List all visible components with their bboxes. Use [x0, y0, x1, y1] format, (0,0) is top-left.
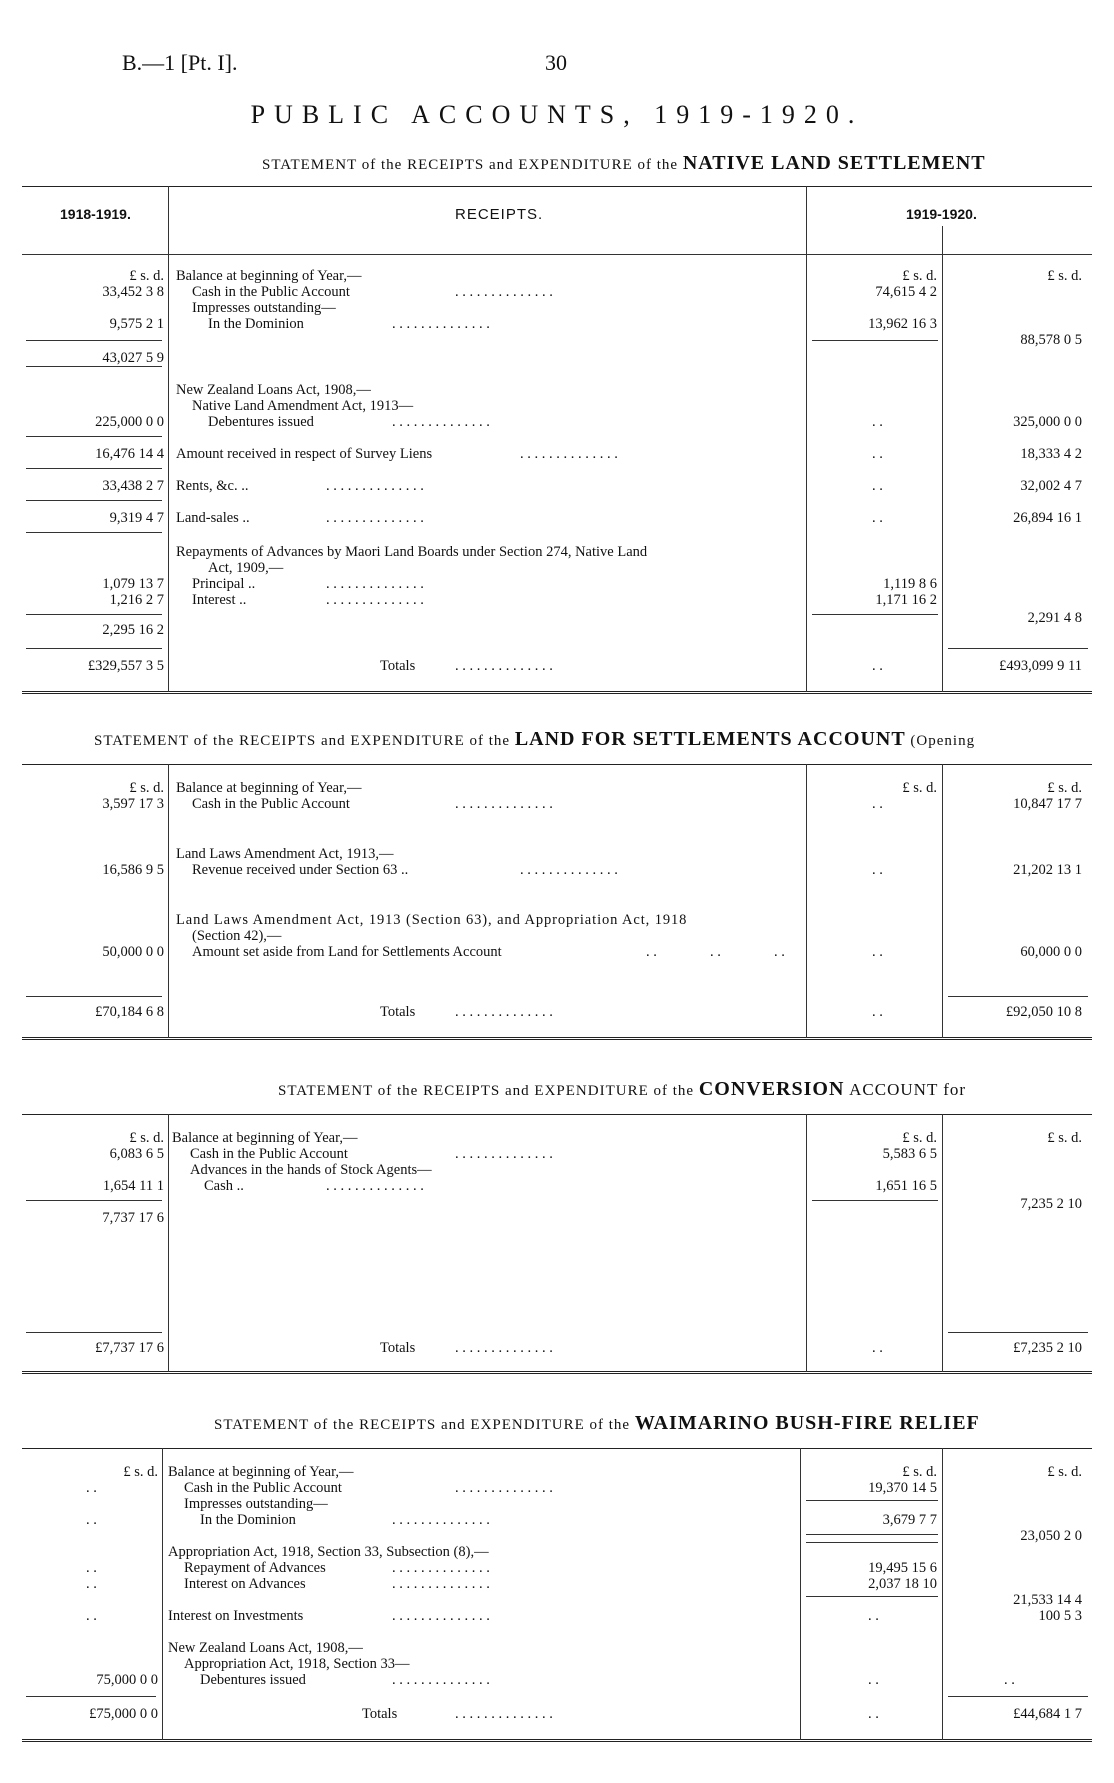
lsd-label: £ s. d. [902, 268, 937, 284]
leader-dots: . . [86, 1576, 97, 1592]
page-title: PUBLIC ACCOUNTS, 1919-1920. [250, 100, 864, 129]
value-cell: 26,894 16 1 [1013, 510, 1082, 526]
divider [942, 764, 943, 1038]
statement-4-heading-text: STATEMENT of the RECEIPTS and EXPENDITURE of the [214, 1417, 631, 1433]
row-label: Debentures issued [200, 1672, 306, 1688]
row-label: Amount received in respect of Survey Liens [176, 446, 433, 462]
col-head-prev: 1918-1919. [60, 206, 131, 222]
leader-dots: . . . . . . . . . . . . . . [455, 658, 553, 674]
row-label: Appropriation Act, 1918, Section 33, Subsection (8),— [168, 1544, 489, 1560]
divider [22, 254, 1092, 255]
leader-dots: . . [86, 1560, 97, 1576]
divider [26, 366, 162, 367]
divider [26, 996, 162, 997]
divider [26, 614, 162, 615]
value-cell: 325,000 0 0 [1013, 414, 1082, 430]
row-label: Impresses outstanding— [192, 300, 336, 316]
divider [942, 226, 943, 692]
leader-dots: . . . . . . . . . . . . . . [326, 510, 424, 526]
value-cell: 74,615 4 2 [875, 284, 937, 300]
row-label: In the Dominion [208, 316, 304, 332]
divider [168, 1114, 169, 1372]
leader-dots: . . [774, 944, 785, 960]
statement-3-heading-bold: CONVERSION [698, 1078, 845, 1100]
lsd-label: £ s. d. [123, 1464, 158, 1480]
leader-dots: . . . . . . . . . . . . . . [455, 1340, 553, 1356]
divider [806, 764, 807, 1038]
leader-dots: . . . . . . . . . . . . . . [326, 1178, 424, 1194]
divider [26, 1332, 162, 1333]
subtotal-cell: 2,291 4 8 [1027, 610, 1082, 626]
value-cell: 33,452 3 8 [102, 284, 164, 300]
total-cell: £75,000 0 0 [89, 1706, 158, 1722]
leader-dots: . . [872, 1340, 883, 1356]
leader-dots: . . [872, 796, 883, 812]
divider [26, 1200, 162, 1201]
row-label: Act, 1909,— [208, 560, 284, 576]
value-cell: 100 5 3 [1038, 1608, 1082, 1624]
value-cell: 19,370 14 5 [868, 1480, 937, 1496]
subtotal-cell: 21,533 14 4 [1013, 1592, 1082, 1608]
statement-3-heading [278, 1078, 966, 1101]
leader-dots: . . [872, 658, 883, 674]
leader-dots: . . . . . . . . . . . . . . [326, 576, 424, 592]
value-cell: 50,000 0 0 [102, 944, 164, 960]
row-label: Repayment of Advances [184, 1560, 326, 1576]
leader-dots: . . . . . . . . . . . . . . [392, 1576, 490, 1592]
row-label: Balance at beginning of Year,— [176, 780, 362, 796]
row-label: Amount set aside from Land for Settlements Account [192, 944, 502, 960]
value-cell: 21,202 13 1 [1013, 862, 1082, 878]
divider [806, 186, 807, 692]
leader-dots: . . [872, 944, 883, 960]
leader-dots: . . [86, 1608, 97, 1624]
divider [800, 1448, 801, 1740]
leader-dots: . . [710, 944, 721, 960]
divider [806, 1542, 938, 1543]
value-cell: 32,002 4 7 [1020, 478, 1082, 494]
leader-dots: . . . . . . . . . . . . . . [392, 1672, 490, 1688]
leader-dots: . . [872, 478, 883, 494]
value-cell: 3,679 7 7 [882, 1512, 937, 1528]
row-label: Impresses outstanding— [184, 1496, 328, 1512]
lsd-label: £ s. d. [1047, 1464, 1082, 1480]
value-cell: 10,847 17 7 [1013, 796, 1082, 812]
leader-dots: . . . . . . . . . . . . . . [392, 316, 490, 332]
leader-dots: . . . . . . . . . . . . . . [520, 862, 618, 878]
value-cell: 2,037 18 10 [868, 1576, 937, 1592]
statement-1-heading [262, 152, 986, 175]
row-label: Principal .. [192, 576, 256, 592]
leader-dots: . . . . . . . . . . . . . . [455, 1146, 553, 1162]
divider [812, 340, 938, 341]
row-label: Cash in the Public Account [192, 284, 350, 300]
total-cell: £92,050 10 8 [1005, 1004, 1082, 1020]
value-cell: 225,000 0 0 [95, 414, 164, 430]
row-label: Land Laws Amendment Act, 1913,— [176, 846, 394, 862]
divider [26, 340, 162, 341]
divider [168, 764, 169, 1038]
lsd-label: £ s. d. [129, 268, 164, 284]
row-label: Cash .. [204, 1178, 244, 1194]
row-label: Balance at beginning of Year,— [168, 1464, 354, 1480]
value-cell: 75,000 0 0 [96, 1672, 158, 1688]
lsd-label: £ s. d. [1047, 268, 1082, 284]
leader-dots: . . . . . . . . . . . . . . [326, 592, 424, 608]
row-label: Interest .. [192, 592, 247, 608]
statement-2-heading [94, 728, 975, 751]
row-label: Land Laws Amendment Act, 1913 (Section 63), and Appropriation Act, 1918 [176, 912, 688, 928]
leader-dots: . . [86, 1512, 97, 1528]
total-cell: £70,184 6 8 [95, 1004, 164, 1020]
statement-2-heading-bold: LAND FOR SETTLEMENTS ACCOUNT [514, 728, 906, 750]
leader-dots: . . . . . . . . . . . . . . [392, 1512, 490, 1528]
totals-label: Totals [380, 1340, 416, 1356]
statement-1-table [22, 186, 1092, 694]
leader-dots: . . [86, 1480, 97, 1496]
col-head-receipts: RECEIPTS. [455, 206, 544, 223]
divider [26, 1696, 156, 1697]
row-label: Cash in the Public Account [184, 1480, 342, 1496]
divider [162, 1448, 163, 1740]
divider [942, 1448, 943, 1740]
divider [26, 532, 162, 533]
value-cell: 60,000 0 0 [1020, 944, 1082, 960]
statement-1-heading-bold: NATIVE LAND SETTLEMENT [682, 152, 986, 174]
lsd-label: £ s. d. [902, 1464, 937, 1480]
value-cell: 16,586 9 5 [102, 862, 164, 878]
subtotal-cell: 43,027 5 9 [102, 350, 164, 366]
totals-label: Totals [362, 1706, 398, 1722]
row-label: Repayments of Advances by Maori Land Boards under Section 274, Native Land [176, 544, 648, 560]
divider [948, 1332, 1088, 1333]
value-cell: 18,333 4 2 [1020, 446, 1082, 462]
row-label: Interest on Investments [168, 1608, 304, 1624]
divider [26, 468, 162, 469]
divider [948, 1696, 1088, 1697]
leader-dots: . . [868, 1672, 879, 1688]
row-label: Appropriation Act, 1918, Section 33— [184, 1656, 410, 1672]
lsd-label: £ s. d. [902, 1130, 937, 1146]
leader-dots: . . . . . . . . . . . . . . [455, 284, 553, 300]
total-cell: £329,557 3 5 [87, 658, 164, 674]
leader-dots: . . [872, 510, 883, 526]
value-cell: 13,962 16 3 [868, 316, 937, 332]
value-cell: 6,083 6 5 [109, 1146, 164, 1162]
statement-4-heading [214, 1412, 980, 1435]
total-cell: £7,235 2 10 [1013, 1340, 1082, 1356]
row-label: New Zealand Loans Act, 1908,— [176, 382, 371, 398]
divider [168, 186, 169, 692]
value-cell: 19,495 15 6 [868, 1560, 937, 1576]
value-cell: 1,216 2 7 [109, 592, 164, 608]
lsd-label: £ s. d. [1047, 780, 1082, 796]
row-label: Rents, &c. .. [176, 478, 249, 494]
value-cell: 1,654 11 1 [102, 1178, 164, 1194]
divider [26, 500, 162, 501]
row-label: Revenue received under Section 63 .. [192, 862, 409, 878]
leader-dots: . . [872, 446, 883, 462]
leader-dots: . . [646, 944, 657, 960]
lsd-label: £ s. d. [129, 1130, 164, 1146]
statement-3-heading-text: STATEMENT of the RECEIPTS and EXPENDITURE of the [278, 1083, 695, 1099]
page-reference: B.—1 [Pt. I]. [122, 50, 238, 75]
divider [806, 1500, 938, 1501]
leader-dots: . . [868, 1706, 879, 1722]
subtotal-cell: 7,737 17 6 [102, 1210, 164, 1226]
total-cell: £44,684 1 7 [1013, 1706, 1082, 1722]
leader-dots: . . . . . . . . . . . . . . [392, 1608, 490, 1624]
row-label: Native Land Amendment Act, 1913— [192, 398, 414, 414]
row-label: Balance at beginning of Year,— [172, 1130, 358, 1146]
value-cell: 16,476 14 4 [95, 446, 164, 462]
divider [812, 614, 938, 615]
subtotal-cell: 88,578 0 5 [1020, 332, 1082, 348]
leader-dots: . . . . . . . . . . . . . . [326, 478, 424, 494]
lsd-label: £ s. d. [902, 780, 937, 796]
total-cell: £7,737 17 6 [95, 1340, 164, 1356]
divider [948, 996, 1088, 997]
value-cell: 1,079 13 7 [102, 576, 164, 592]
leader-dots: . . . . . . . . . . . . . . [520, 446, 618, 462]
divider [806, 1534, 938, 1535]
totals-label: Totals [380, 1004, 416, 1020]
row-label: New Zealand Loans Act, 1908,— [168, 1640, 363, 1656]
row-label: Cash in the Public Account [190, 1146, 348, 1162]
statement-2-table [22, 764, 1092, 1040]
subtotal-cell: 2,295 16 2 [102, 622, 164, 638]
statement-2-heading-text: STATEMENT of the RECEIPTS and EXPENDITURE of the [94, 733, 511, 749]
value-cell: 9,319 4 7 [109, 510, 164, 526]
row-label: Interest on Advances [184, 1576, 306, 1592]
row-label: Cash in the Public Account [192, 796, 350, 812]
value-cell: 1,171 16 2 [875, 592, 937, 608]
divider [942, 1114, 943, 1372]
row-label: In the Dominion [200, 1512, 296, 1528]
total-cell: £493,099 9 11 [999, 658, 1082, 674]
page-number: 30 [545, 50, 567, 75]
statement-1-heading-text: STATEMENT of the RECEIPTS and EXPENDITURE of the [262, 157, 679, 173]
row-label: Advances in the hands of Stock Agents— [190, 1162, 432, 1178]
divider [806, 1114, 807, 1372]
row-label: Land-sales .. [176, 510, 250, 526]
value-cell: 1,651 16 5 [875, 1178, 937, 1194]
divider [26, 436, 162, 437]
row-label: Debentures issued [208, 414, 314, 430]
leader-dots: . . . . . . . . . . . . . . [455, 1004, 553, 1020]
value-cell: 9,575 2 1 [109, 316, 164, 332]
value-cell: 33,438 2 7 [102, 478, 164, 494]
leader-dots: . . [872, 414, 883, 430]
row-label: (Section 42),— [192, 928, 282, 944]
leader-dots: . . . . . . . . . . . . . . [455, 1706, 553, 1722]
leader-dots: . . [872, 1004, 883, 1020]
leader-dots: . . [1004, 1672, 1015, 1688]
statement-3-heading-tail: ACCOUNT for [849, 1080, 967, 1099]
leader-dots: . . . . . . . . . . . . . . [455, 796, 553, 812]
statement-4-heading-bold: WAIMARINO BUSH-FIRE RELIEF [634, 1412, 980, 1434]
leader-dots: . . . . . . . . . . . . . . [392, 414, 490, 430]
leader-dots: . . [872, 862, 883, 878]
leader-dots: . . . . . . . . . . . . . . [455, 1480, 553, 1496]
divider [948, 648, 1088, 649]
statement-2-heading-tail: (Opening [910, 733, 976, 749]
lsd-label: £ s. d. [1047, 1130, 1082, 1146]
row-label: Balance at beginning of Year,— [176, 268, 362, 284]
divider [26, 648, 162, 649]
subtotal-cell: 7,235 2 10 [1020, 1196, 1082, 1212]
divider [812, 1200, 938, 1201]
lsd-label: £ s. d. [129, 780, 164, 796]
value-cell: 3,597 17 3 [102, 796, 164, 812]
col-head-cur: 1919-1920. [906, 206, 977, 222]
value-cell: 5,583 6 5 [882, 1146, 937, 1162]
leader-dots: . . . . . . . . . . . . . . [392, 1560, 490, 1576]
value-cell: 1,119 8 6 [883, 576, 937, 592]
leader-dots: . . [868, 1608, 879, 1624]
divider [806, 1596, 938, 1597]
totals-label: Totals [380, 658, 416, 674]
subtotal-cell: 23,050 2 0 [1020, 1528, 1082, 1544]
